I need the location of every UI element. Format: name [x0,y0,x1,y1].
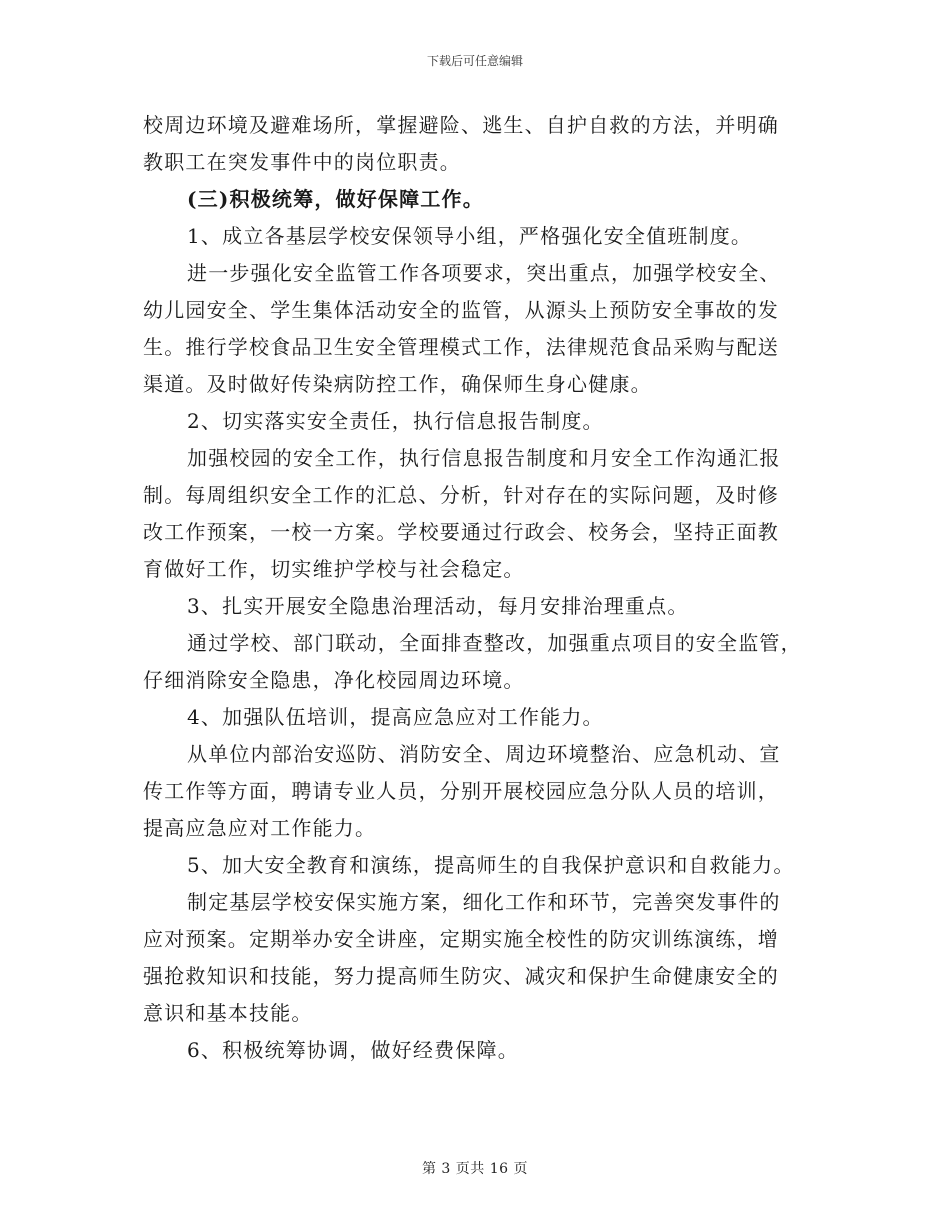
paragraph-line: 幼儿园安全、学生集体活动安全的监管，从源头上预防安全事故的发 [143,298,779,322]
paragraph-line: 加强校园的安全工作，执行信息报告制度和月安全工作沟通汇报 [187,446,781,470]
paragraph-line: 4、加强队伍培训，提高应急应对工作能力。 [187,705,604,729]
paragraph-line: 仔细消除安全隐患，净化校园周边环境。 [143,668,525,692]
paragraph-line: 教职工在突发事件中的岗位职责。 [143,150,461,174]
paragraph-line: 渠道。及时做好传染病防控工作，确保师生身心健康。 [143,372,652,396]
paragraph-line: 2、切实落实安全责任，执行信息报告制度。 [187,409,604,433]
paragraph-line: 校周边环境及避难场所，掌握避险、逃生、自护自救的方法，并明确 [143,113,779,137]
paragraph-line: 通过学校、部门联动，全面排查整改，加强重点项目的安全监管， [187,631,802,655]
paragraph-line: 意识和基本技能。 [143,1001,313,1025]
paragraph-line: 提高应急应对工作能力。 [143,816,377,840]
paragraph-line: 生。推行学校食品卫生安全管理模式工作，法律规范食品采购与配送 [143,335,779,359]
paragraph-line: 制定基层学校安保实施方案，细化工作和环节，完善突发事件的 [187,890,781,914]
paragraph-line: 5、加大安全教育和演练，提高师生的自我保护意识和自救能力。 [187,853,795,877]
paragraph-line: 传工作等方面，聘请专业人员，分别开展校园应急分队人员的培训， [143,779,779,803]
paragraph-line: 应对预案。定期举办安全讲座，定期实施全校性的防灾训练演练，增 [143,927,779,951]
paragraph-line: 6、积极统筹协调，做好经费保障。 [187,1038,519,1062]
paragraph-line: 1、成立各基层学校安保领导小组，严格强化安全值班制度。 [187,224,753,248]
page-number-label: 第 3 页共 16 页 [421,1161,529,1177]
paragraph-line: 强抢救知识和技能，努力提高师生防灾、减灾和保护生命健康安全的 [143,964,779,988]
paragraph-line: 改工作预案，一校一方案。学校要通过行政会、校务会，坚持正面教 [143,520,779,544]
document-body [143,107,808,1069]
page-footer [0,1158,950,1178]
paragraph-line: 制。每周组织安全工作的汇总、分析，针对存在的实际问题，及时修 [143,483,779,507]
editable-download-note: 下载后可任意编辑 [426,54,523,68]
paragraph-line: 从单位内部治安巡防、消防安全、周边环境整治、应急机动、宣 [187,742,781,766]
paragraph-line: 育做好工作，切实维护学校与社会稳定。 [143,557,525,581]
paragraph-line: 3、扎实开展安全隐患治理活动，每月安排治理重点。 [187,594,689,618]
paragraph-line: 进一步强化安全监管工作各项要求，突出重点，加强学校安全、 [187,261,781,285]
section-heading: (三)积极统筹，做好保障工作。 [187,187,484,211]
